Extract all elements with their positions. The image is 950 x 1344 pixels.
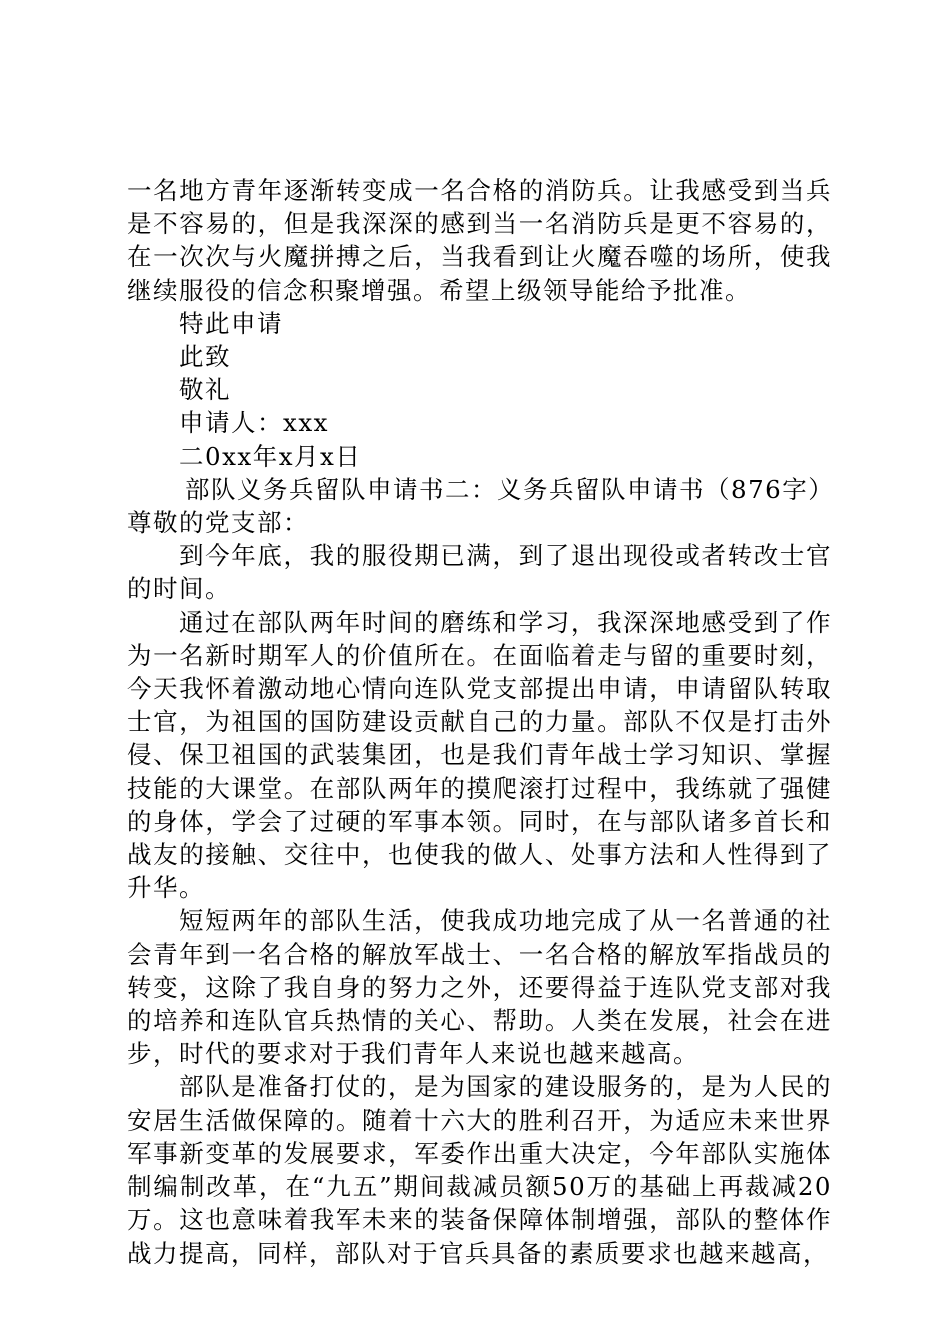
date-line: 二0xx年x月x日	[179, 441, 362, 471]
applicant-line: 申请人：xxx	[179, 408, 329, 438]
body-paragraph: 到今年底，我的服役期已满，到了退出现役或者转改士官的时间。	[127, 541, 832, 604]
salutation-line: 此致	[179, 342, 231, 372]
document-body	[127, 174, 835, 1270]
salutation-line: 敬礼	[179, 375, 231, 405]
body-paragraph: 一名地方青年逐渐转变成一名合格的消防兵。让我感受到当兵是不容易的，但是我深深的感到当一名消防兵是更不容易的，在一次次与火魔拼搏之后，当我看到让火魔吞噬的场所，使我继续服役的信念积聚增强。希望上级领导能给予批准。	[127, 176, 832, 305]
section-title: 部队义务兵留队申请书二：义务兵留队申请书（876字）	[185, 474, 835, 504]
body-paragraph: 短短两年的部队生活，使我成功地完成了从一名普通的社会青年到一名合格的解放军战士、一名合格的解放军指战员的转变，这除了我自身的努力之外，还要得益于连队党支部对我的培养和连队官兵热情的关心、帮助。人类在发展，社会在进步，时代的要求对于我们青年人来说也越来越高。	[127, 906, 832, 1069]
body-paragraph: 通过在部队两年时间的磨练和学习，我深深地感受到了作为一名新时期军人的价值所在。在面临着走与留的重要时刻，今天我怀着激动地心情向连队党支部提出申请，申请留队转取士官，为祖国的国防建设贡献自己的力量。部队不仅是打击外侵、保卫祖国的武装集团，也是我们青年战士学习知识、掌握技能的大课堂。在部队两年的摸爬滚打过程中，我练就了强健的身体，学会了过硬的军事本领。同时，在与部队诸多首长和战友的接触、交往中，也使我的做人、处事方法和人性得到了升华。	[127, 607, 832, 903]
greeting-line: 尊敬的党支部：	[127, 508, 309, 538]
closing-phrase: 特此申请	[179, 308, 283, 338]
body-paragraph: 部队是准备打仗的，是为国家的建设服务的，是为人民的安居生活做保障的。随着十六大的胜利召开，为适应未来世界军事新变革的发展要求，军委作出重大决定，今年部队实施体制编制改革，在“九五”期间裁减员额50万的基础上再裁减20万。这也意味着我军未来的装备保障体制增强，部队的整体作战力提高，同样，部队对于官兵具备的素质要求也越来越高，	[127, 1072, 832, 1268]
